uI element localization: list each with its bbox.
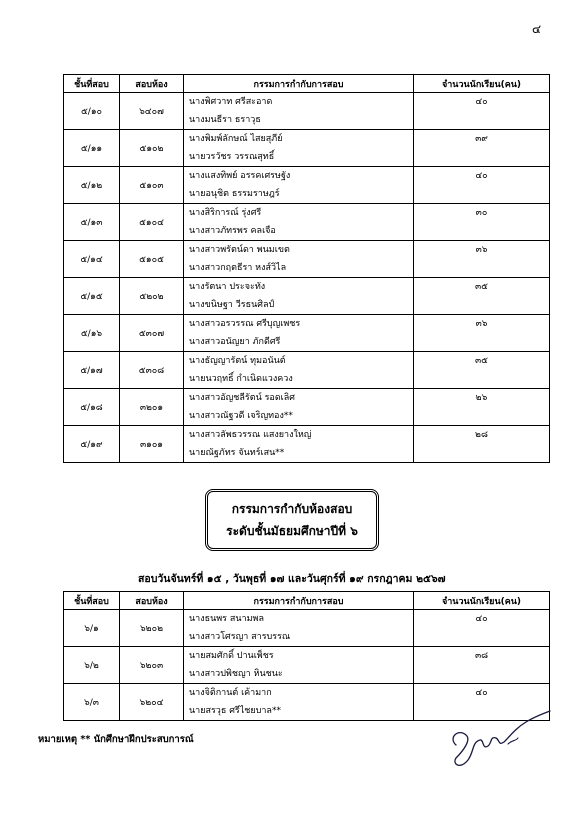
table-row (64, 352, 550, 389)
proctor-names-cell (184, 204, 414, 241)
proctor-name: นางสิริการณ์ รุ่งศรี (189, 208, 262, 218)
proctor-names-cell (184, 130, 414, 167)
student-count-cell: ๓๕ (414, 352, 550, 389)
proctor-names-cell (184, 241, 414, 278)
proctor-name: นางสาวอรวรรณ ศรีบุญเพชร (189, 319, 301, 329)
header-level: ชั้นที่สอบ (64, 592, 120, 610)
exam-room-cell: ๓๑๐๑ (120, 426, 184, 463)
proctor-name: นางธนพร สนามพล (189, 614, 264, 624)
table-row (64, 204, 550, 241)
exam-level-cell: ๕/๑๕ (64, 278, 120, 315)
exam-schedule: สอบวันจันทร์ที่ ๑๕ , วันพุธที่ ๑๗ และวันศุกร์ที่ ๑๙ กรกฎาคม ๒๕๖๗ (138, 573, 446, 585)
proctor-name: นางสาวภัทรพร คลเจือ (189, 226, 276, 236)
proctor-names-cell (184, 315, 414, 352)
header-room: สอบห้อง (120, 592, 184, 610)
header-proctors: กรรมการกำกับการสอบ (184, 592, 414, 610)
exam-room-cell: ๕๓๐๗ (120, 315, 184, 352)
student-count-cell: ๓๖ (414, 315, 550, 352)
header-proctors: กรรมการกำกับการสอบ (184, 75, 414, 93)
student-count-cell: ๒๘ (414, 426, 550, 463)
student-count-cell: ๒๖ (414, 389, 550, 426)
exam-level-cell: ๕/๑๖ (64, 315, 120, 352)
proctor-name: นางสาวพรัตน์ดา พนมเขต (189, 245, 290, 255)
proctor-name: นายวรวัชร วรรณสุทธิ์ (189, 152, 275, 162)
student-count-cell: ๔๐ (414, 93, 550, 130)
exam-level-cell: ๖/๓ (64, 684, 120, 721)
proctor-name: นางสาวอนัญยา ภักดีศรี (189, 337, 281, 347)
exam-level-cell: ๕/๑๓ (64, 204, 120, 241)
proctor-names-cell (184, 647, 414, 684)
exam-level-cell: ๕/๑๙ (64, 426, 120, 463)
proctor-name: นางธัญญารัตน์ ทุมอนันต์ (189, 356, 286, 366)
proctor-name: นายสรวุธ ศรีไชยบาล** (189, 706, 281, 716)
proctor-name: นายณัฐภัทร จันทร์เสน** (189, 448, 285, 458)
exam-level-cell: ๕/๑๒ (64, 167, 120, 204)
table-row (64, 647, 550, 684)
proctor-names-cell (184, 93, 414, 130)
proctor-name: นางสาวอัญชลีรัตน์ รอดเลิศ (189, 393, 295, 403)
exam-room-cell: ๖๔๐๗ (120, 93, 184, 130)
table-row (64, 93, 550, 130)
proctor-name: นายสมศักดิ์ ปานเพ็ชร (189, 651, 274, 661)
table-row (64, 130, 550, 167)
table-row (64, 610, 550, 647)
student-count-cell: ๔๐ (414, 167, 550, 204)
proctor-name: นางรัตนา ประจะทัง (189, 282, 266, 292)
exam-room-cell: ๕๑๐๔ (120, 204, 184, 241)
exam-level-cell: ๕/๑๐ (64, 93, 120, 130)
section-subtitle: ระดับชั้นมัธยมศึกษาปีที่ ๖ (226, 524, 358, 538)
proctor-names-cell (184, 684, 414, 721)
proctor-name: นางสาวโศรญา สารบรรณ (189, 632, 291, 642)
proctor-name: นางพิมพ์ลักษณ์ ไสยสุภีย์ (189, 134, 283, 144)
table-row (64, 241, 550, 278)
student-count-cell: ๔๐ (414, 610, 550, 647)
proctor-names-cell (184, 610, 414, 647)
exam-level-cell: ๕/๑๘ (64, 389, 120, 426)
table-row (64, 315, 550, 352)
footnote: หมายเหตุ ** นักศึกษาฝึกประสบการณ์ (38, 734, 194, 745)
exam-room-cell: ๕๓๐๘ (120, 352, 184, 389)
header-level: ชั้นที่สอบ (64, 75, 120, 93)
header-room: สอบห้อง (120, 75, 184, 93)
student-count-cell: ๓๖ (414, 241, 550, 278)
proctor-name: นางพิศวาท ศรีสะอาด (189, 97, 273, 107)
exam-room-cell: ๕๑๐๕ (120, 241, 184, 278)
proctor-name: นางแสงทิพย์ อรรคเศรษฐัง (189, 171, 291, 181)
proctor-name: นางสาวลัพธวรรณ แสงยางใหญ่ (189, 430, 312, 440)
section-title-box (205, 489, 379, 551)
exam-room-cell: ๖๒๐๔ (120, 684, 184, 721)
table-row (64, 167, 550, 204)
student-count-cell: ๓๘ (414, 647, 550, 684)
proctor-names-cell (184, 278, 414, 315)
proctor-names-cell (184, 426, 414, 463)
proctor-name: นางจิติกานต์ เค้ามาก (189, 688, 272, 698)
table-row (64, 426, 550, 463)
exam-room-cell: ๕๑๐๒ (120, 130, 184, 167)
student-count-cell: ๓๙ (414, 130, 550, 167)
exam-level-cell: ๖/๒ (64, 647, 120, 684)
table-row (64, 389, 550, 426)
proctor-table-grade-5 (63, 74, 550, 463)
proctor-name: นายนวฤทธิ์ กำเนิดแวงควง (189, 374, 293, 384)
header-student-count: จำนวนนักเรียน(คน) (414, 592, 550, 610)
exam-level-cell: ๕/๑๑ (64, 130, 120, 167)
proctor-names-cell (184, 352, 414, 389)
proctor-name: นายอนุชิต ธรรมราษฎร์ (189, 189, 280, 199)
proctor-names-cell (184, 389, 414, 426)
header-student-count: จำนวนนักเรียน(คน) (414, 75, 550, 93)
signature (446, 700, 556, 775)
exam-room-cell: ๕๒๐๒ (120, 278, 184, 315)
student-count-cell: ๔๐ (414, 684, 550, 721)
page-number: ๔ (532, 22, 542, 36)
section-title: กรรมการกำกับห้องสอบ (231, 502, 353, 516)
proctor-names-cell (184, 167, 414, 204)
proctor-name: นางมนธีรา ธราวุธ (189, 115, 261, 125)
exam-level-cell: ๕/๑๔ (64, 241, 120, 278)
exam-room-cell: ๕๑๐๓ (120, 167, 184, 204)
table-header-row (64, 75, 550, 93)
proctor-name: นางสาวกฤตธีรา หงส์วิไล (189, 263, 287, 273)
exam-room-cell: ๓๒๐๑ (120, 389, 184, 426)
exam-room-cell: ๖๒๐๓ (120, 647, 184, 684)
table-row (64, 278, 550, 315)
student-count-cell: ๓๕ (414, 278, 550, 315)
exam-room-cell: ๖๒๐๒ (120, 610, 184, 647)
exam-level-cell: ๖/๑ (64, 610, 120, 647)
table-header-row (64, 592, 550, 610)
proctor-name: นางสาวณัฐวดี เจริญทอง** (189, 411, 293, 421)
student-count-cell: ๓๐ (414, 204, 550, 241)
proctor-name: นางสาวปพิชญา หินชนะ (189, 669, 283, 679)
proctor-name: นางขนิษฐา วีรธนศิลป์ (189, 300, 275, 310)
exam-level-cell: ๕/๑๗ (64, 352, 120, 389)
